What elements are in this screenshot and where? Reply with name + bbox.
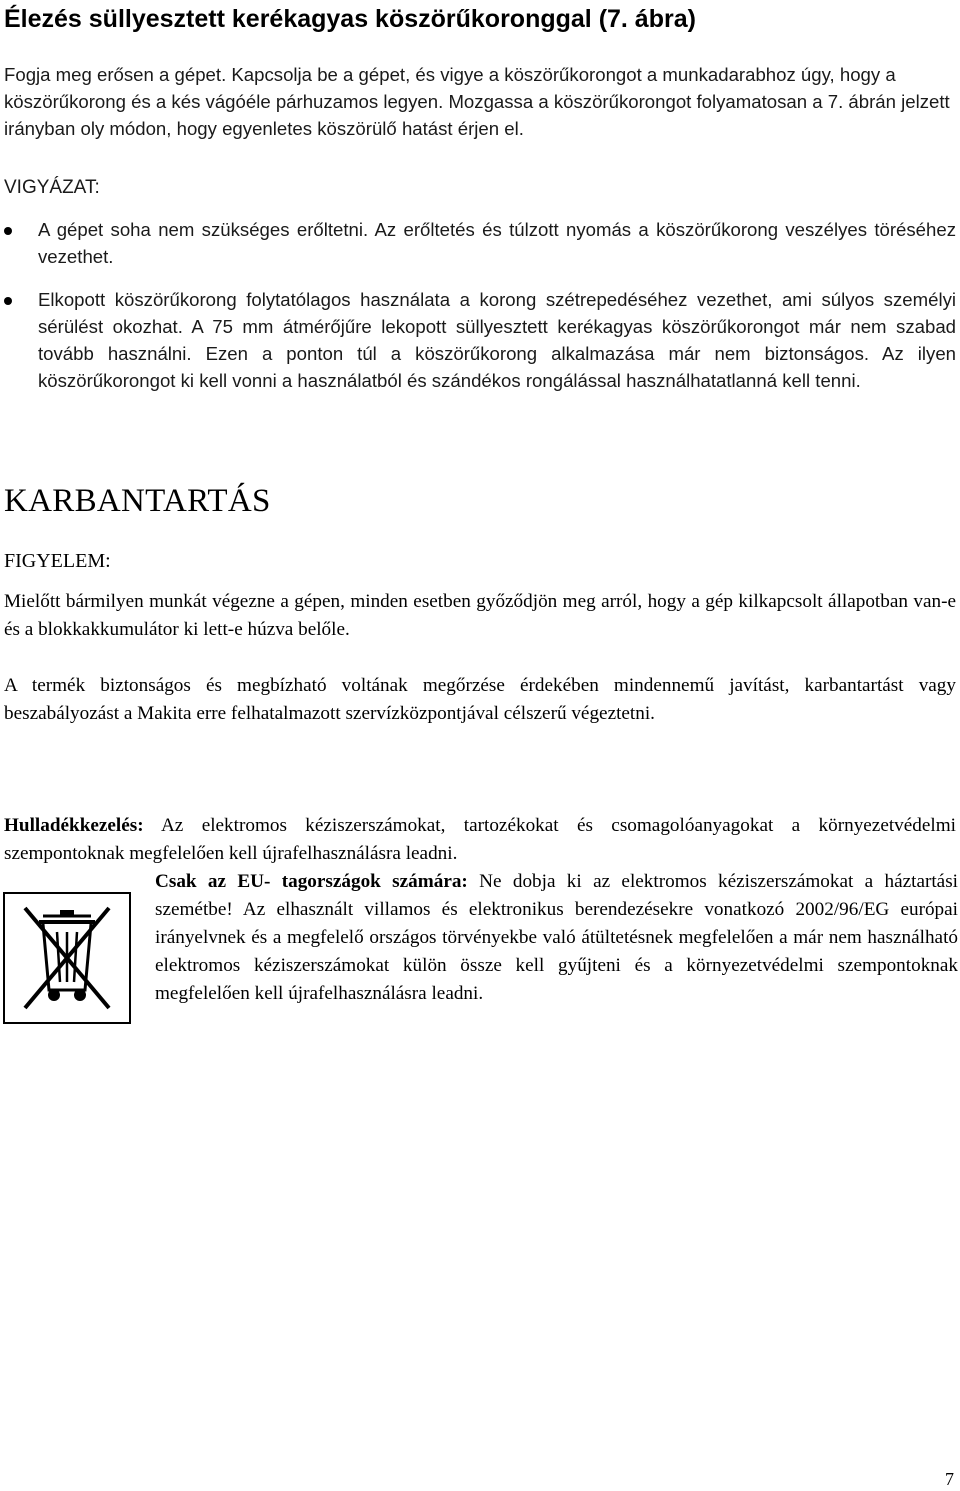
attention-label: FIGYELEM: — [4, 550, 111, 572]
maintenance-heading: KARBANTARTÁS — [4, 483, 271, 519]
warning-bullet-text: Elkopott köszörűkorong folytatólagos használata a korong szétrepedéséhez vezethet, ami súlyos személyi sérülést okozhat. A 75 mm átmérőjűre lekopott süllyesztett kerékagyas köszörűkorongot már nem szabad tovább használni. Ezen a ponton túl a köszörűkorong alkalmazása már nem biztonságos. Az ilyen köszörűkorongot ki kell vonni a használatból és szándékos rongálással használhatatlanná kell tenni. — [38, 289, 956, 391]
disposal-text: Az elektromos kéziszerszámokat, tartozékokat és csomagolóanyagokat a környezetvédelmi szempontoknak megfelelően kell újrafelhasználásra leadni. — [4, 815, 956, 864]
bullet-dot-icon — [4, 297, 12, 305]
crossed-out-wheelie-bin-icon — [3, 892, 131, 1024]
maintenance-paragraph-2: A termék biztonságos és megbízható voltának megőrzése érdekében mindennemű javítást, karbantartást vagy beszabályozást a Makita erre felhatalmazott szervízközpontjával célszerű végeztetni. — [4, 675, 956, 724]
eu-disposal-paragraph — [155, 868, 958, 1008]
warning-bullet-2 — [4, 286, 956, 426]
eu-text: Ne dobja ki az elektromos kéziszerszámokat a háztartási szemétbe! Az elhasznált villamos és elektronikus berendezésekre vonatkozó 2002/96/EG európai irányelvnek és a megfelelő országos törvényekbe való átültetésnek megfelelően a már nem használható elektromos kéziszerszámokat külön össze kell gyűjteni és a környezetvédelmi szempontoknak megfelelően kell újrafelhasználásra leadni. — [155, 871, 958, 1004]
warning-bullet-text: A gépet soha nem szükséges erőltetni. Az erőltetés és túlzott nyomás a köszörűkorong veszélyes töréséhez vezethet. — [38, 219, 956, 267]
disposal-paragraph — [4, 812, 956, 868]
warning-label: VIGYÁZAT: — [4, 177, 100, 198]
disposal-label: Hulladékkezelés: — [4, 815, 144, 836]
page-number: 7 — [945, 1469, 954, 1489]
maintenance-paragraph-1: Mielőtt bármilyen munkát végezne a gépen, minden esetben győződjön meg arról, hogy a gép kilkapcsolt állapotban van-e és a blokkakkumulátor ki lett-e húzva belőle. — [4, 591, 956, 640]
sharpening-instructions: Fogja meg erősen a gépet. Kapcsolja be a gépet, és vigye a köszörűkorongot a munkadarabhoz úgy, hogy a köszörűkorong és a kés vágóéle párhuzamos legyen. Mozgassa a köszörűkorongot folyamatosan a 7. ábrán jelzett irányban oly módon, hogy egyenletes köszörülő hatást érjen el. — [4, 64, 950, 139]
warning-bullet-1 — [4, 216, 956, 272]
bullet-dot-icon — [4, 227, 12, 235]
section-title-sharpening: Élezés süllyesztett kerékagyas köszörűkoronggal (7. ábra) — [4, 5, 696, 33]
eu-label: Csak az EU- tagországok számára: — [155, 871, 468, 892]
